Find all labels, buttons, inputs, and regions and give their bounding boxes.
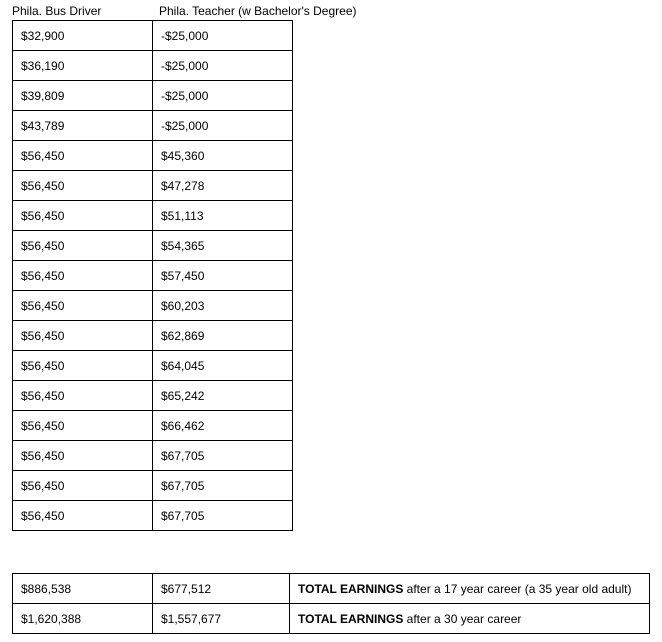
teacher-salary-cell: $57,450 bbox=[153, 261, 293, 291]
totals-row bbox=[13, 604, 650, 634]
bus-driver-total-cell: $1,620,388 bbox=[13, 604, 153, 634]
table-row bbox=[13, 441, 293, 471]
bus-driver-salary-cell: $56,450 bbox=[13, 501, 153, 531]
bus-driver-salary-cell: $43,789 bbox=[13, 111, 153, 141]
teacher-salary-cell: $67,705 bbox=[153, 441, 293, 471]
table-row bbox=[13, 81, 293, 111]
salary-table bbox=[12, 20, 293, 531]
table-row bbox=[13, 21, 293, 51]
table-row bbox=[13, 351, 293, 381]
table-row bbox=[13, 291, 293, 321]
teacher-salary-cell: $60,203 bbox=[153, 291, 293, 321]
teacher-column-header: Phila. Teacher (w Bachelor's Degree) bbox=[159, 4, 357, 18]
table-row bbox=[13, 231, 293, 261]
bus-driver-salary-cell: $56,450 bbox=[13, 411, 153, 441]
table-row bbox=[13, 141, 293, 171]
teacher-salary-cell: $67,705 bbox=[153, 501, 293, 531]
bus-driver-salary-cell: $56,450 bbox=[13, 201, 153, 231]
totals-table bbox=[12, 573, 650, 634]
bus-driver-salary-cell: $56,450 bbox=[13, 321, 153, 351]
table-row bbox=[13, 201, 293, 231]
teacher-salary-cell: $67,705 bbox=[153, 471, 293, 501]
table-row bbox=[13, 171, 293, 201]
bus-driver-salary-cell: $56,450 bbox=[13, 261, 153, 291]
teacher-salary-cell: $64,045 bbox=[153, 351, 293, 381]
total-earnings-label: TOTAL EARNINGS bbox=[298, 611, 404, 626]
total-description-cell bbox=[290, 604, 650, 634]
table-row bbox=[13, 111, 293, 141]
teacher-salary-cell: -$25,000 bbox=[153, 51, 293, 81]
bus-driver-salary-cell: $56,450 bbox=[13, 171, 153, 201]
total-earnings-label: TOTAL EARNINGS bbox=[298, 581, 404, 596]
bus-driver-salary-cell: $56,450 bbox=[13, 441, 153, 471]
table-row bbox=[13, 411, 293, 441]
bus-driver-salary-cell: $56,450 bbox=[13, 471, 153, 501]
bus-driver-salary-cell: $56,450 bbox=[13, 351, 153, 381]
bus-driver-salary-cell: $56,450 bbox=[13, 141, 153, 171]
teacher-salary-cell: -$25,000 bbox=[153, 81, 293, 111]
table-row bbox=[13, 471, 293, 501]
table-row bbox=[13, 501, 293, 531]
teacher-total-cell: $677,512 bbox=[153, 574, 290, 604]
totals-table-body bbox=[13, 574, 650, 634]
teacher-salary-cell: $54,365 bbox=[153, 231, 293, 261]
teacher-salary-cell: $45,360 bbox=[153, 141, 293, 171]
bus-driver-total-cell: $886,538 bbox=[13, 574, 153, 604]
bus-driver-salary-cell: $39,809 bbox=[13, 81, 153, 111]
total-description-cell bbox=[290, 574, 650, 604]
table-row bbox=[13, 381, 293, 411]
totals-row bbox=[13, 574, 650, 604]
teacher-salary-cell: $62,869 bbox=[153, 321, 293, 351]
bus-driver-salary-cell: $32,900 bbox=[13, 21, 153, 51]
teacher-salary-cell: $51,113 bbox=[153, 201, 293, 231]
teacher-salary-cell: $47,278 bbox=[153, 171, 293, 201]
bus-driver-salary-cell: $56,450 bbox=[13, 231, 153, 261]
salary-table-body bbox=[13, 21, 293, 531]
career-length-description: after a 30 year career bbox=[403, 611, 522, 626]
teacher-total-cell: $1,557,677 bbox=[153, 604, 290, 634]
table-row bbox=[13, 51, 293, 81]
teacher-salary-cell: $66,462 bbox=[153, 411, 293, 441]
teacher-salary-cell: -$25,000 bbox=[153, 111, 293, 141]
teacher-salary-cell: -$25,000 bbox=[153, 21, 293, 51]
teacher-salary-cell: $65,242 bbox=[153, 381, 293, 411]
bus-driver-salary-cell: $36,190 bbox=[13, 51, 153, 81]
table-row bbox=[13, 321, 293, 351]
career-length-description: after a 17 year career (a 35 year old adult) bbox=[403, 581, 632, 596]
bus-driver-salary-cell: $56,450 bbox=[13, 381, 153, 411]
table-row bbox=[13, 261, 293, 291]
bus-driver-column-header: Phila. Bus Driver bbox=[12, 4, 102, 18]
bus-driver-salary-cell: $56,450 bbox=[13, 291, 153, 321]
